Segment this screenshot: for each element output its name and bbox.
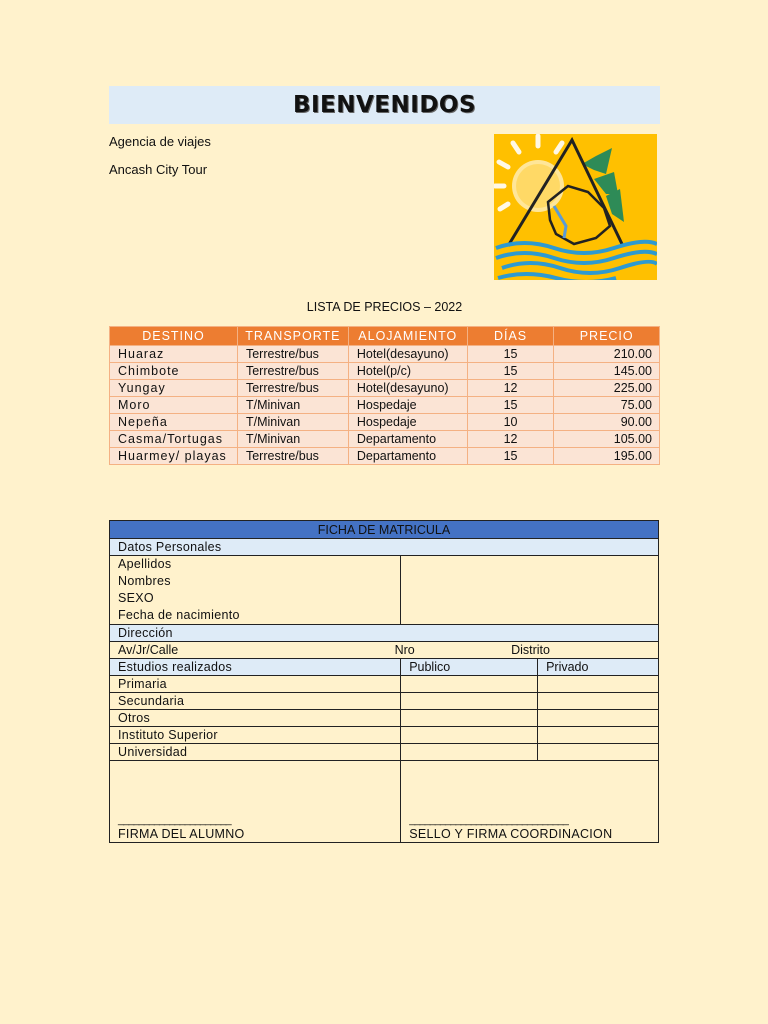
- table-row: [110, 346, 660, 363]
- cell-precio: 225.00: [554, 380, 660, 397]
- student-signature-line: ______________________: [118, 814, 231, 826]
- table-row: [110, 431, 660, 448]
- label-nro: Nro: [394, 643, 415, 657]
- instituto-publico-cell[interactable]: [401, 727, 538, 744]
- logo-mountain-sun-icon: [494, 134, 657, 280]
- col-header-publico: Publico: [401, 659, 538, 676]
- cell-dias: 15: [467, 448, 554, 465]
- primaria-publico-cell[interactable]: [401, 676, 538, 693]
- universidad-publico-cell[interactable]: [401, 744, 538, 761]
- cell-precio: 145.00: [554, 363, 660, 380]
- table-row: [110, 363, 660, 380]
- label-secundaria: Secundaria: [110, 693, 401, 710]
- label-otros: Otros: [110, 710, 401, 727]
- welcome-banner: [109, 86, 660, 124]
- cell-transporte: T/Minivan: [237, 414, 348, 431]
- form-title-row: [110, 521, 659, 539]
- table-row: [110, 380, 660, 397]
- personal-field-labels: [110, 556, 401, 625]
- label-distrito: Distrito: [511, 643, 550, 657]
- table-row: [110, 676, 659, 693]
- col-header-precio: PRECIO: [554, 327, 660, 346]
- universidad-privado-cell[interactable]: [538, 744, 659, 761]
- secundaria-publico-cell[interactable]: [401, 693, 538, 710]
- label-primaria: Primaria: [110, 676, 401, 693]
- otros-publico-cell[interactable]: [401, 710, 538, 727]
- agency-logo: [494, 134, 657, 280]
- personal-fields-row: [110, 556, 659, 625]
- col-header-alojamiento: ALOJAMIENTO: [348, 327, 467, 346]
- cell-transporte: T/Minivan: [237, 431, 348, 448]
- address-fields-row[interactable]: [110, 642, 659, 659]
- coordination-signature-label: SELLO Y FIRMA COORDINACION: [409, 827, 613, 841]
- cell-destino: Yungay: [110, 380, 238, 397]
- label-calle: Av/Jr/Calle: [118, 643, 179, 657]
- secundaria-privado-cell[interactable]: [538, 693, 659, 710]
- cell-alojamiento: Hotel(desayuno): [348, 346, 467, 363]
- table-row: [110, 414, 660, 431]
- address-section-row: [110, 625, 659, 642]
- cell-dias: 12: [467, 380, 554, 397]
- col-header-privado: Privado: [538, 659, 659, 676]
- personal-section-row: [110, 539, 659, 556]
- enrollment-form: [109, 520, 659, 843]
- cell-alojamiento: Hospedaje: [348, 414, 467, 431]
- table-row: [110, 727, 659, 744]
- agency-name: Ancash City Tour: [109, 162, 208, 177]
- table-row: [110, 710, 659, 727]
- cell-dias: 15: [467, 346, 554, 363]
- otros-privado-cell[interactable]: [538, 710, 659, 727]
- table-row: [110, 448, 660, 465]
- cell-destino: Huarmey/ playas: [110, 448, 238, 465]
- table-row: [110, 693, 659, 710]
- cell-precio: 195.00: [554, 448, 660, 465]
- label-universidad: Universidad: [110, 744, 401, 761]
- studies-header-row: [110, 659, 659, 676]
- cell-transporte: T/Minivan: [237, 397, 348, 414]
- price-table: [109, 326, 660, 465]
- student-signature-label: FIRMA DEL ALUMNO: [118, 827, 245, 841]
- cell-dias: 15: [467, 397, 554, 414]
- col-header-dias: DÍAS: [467, 327, 554, 346]
- cell-alojamiento: Hotel(desayuno): [348, 380, 467, 397]
- cell-transporte: Terrestre/bus: [237, 346, 348, 363]
- cell-alojamiento: Departamento: [348, 431, 467, 448]
- coordination-signature-line: _______________________________: [409, 814, 568, 826]
- cell-destino: Moro: [110, 397, 238, 414]
- cell-dias: 10: [467, 414, 554, 431]
- address-field[interactable]: [110, 642, 659, 659]
- label-sexo: SEXO: [118, 591, 154, 605]
- cell-precio: 90.00: [554, 414, 660, 431]
- signature-row: [110, 761, 659, 843]
- student-signature-box[interactable]: [110, 761, 401, 843]
- primaria-privado-cell[interactable]: [538, 676, 659, 693]
- label-instituto-superior: Instituto Superior: [110, 727, 401, 744]
- cell-dias: 12: [467, 431, 554, 448]
- page-title: BIENVENIDOS: [292, 92, 477, 118]
- address-section-header: Dirección: [110, 625, 659, 642]
- studies-section-header: Estudios realizados: [110, 659, 401, 676]
- col-header-destino: DESTINO: [110, 327, 238, 346]
- cell-transporte: Terrestre/bus: [237, 363, 348, 380]
- cell-destino: Chimbote: [110, 363, 238, 380]
- col-header-transporte: TRANSPORTE: [237, 327, 348, 346]
- label-fecha-nacimiento: Fecha de nacimiento: [118, 608, 240, 622]
- label-nombres: Nombres: [118, 574, 171, 588]
- table-row: [110, 744, 659, 761]
- cell-precio: 210.00: [554, 346, 660, 363]
- price-list-title: LISTA DE PRECIOS – 2022: [306, 300, 463, 314]
- label-apellidos: Apellidos: [118, 557, 172, 571]
- cell-alojamiento: Hospedaje: [348, 397, 467, 414]
- cell-transporte: Terrestre/bus: [237, 380, 348, 397]
- personal-data-input[interactable]: [401, 556, 659, 625]
- instituto-privado-cell[interactable]: [538, 727, 659, 744]
- personal-section-header: Datos Personales: [110, 539, 659, 556]
- cell-alojamiento: Departamento: [348, 448, 467, 465]
- cell-destino: Nepeña: [110, 414, 238, 431]
- cell-precio: 75.00: [554, 397, 660, 414]
- cell-transporte: Terrestre/bus: [237, 448, 348, 465]
- table-row: [110, 397, 660, 414]
- agency-type: Agencia de viajes: [109, 134, 211, 149]
- coordination-signature-box[interactable]: [401, 761, 659, 843]
- cell-dias: 15: [467, 363, 554, 380]
- price-table-header: [110, 327, 660, 346]
- cell-destino: Casma/Tortugas: [110, 431, 238, 448]
- cell-precio: 105.00: [554, 431, 660, 448]
- cell-destino: Huaraz: [110, 346, 238, 363]
- cell-alojamiento: Hotel(p/c): [348, 363, 467, 380]
- form-title: FICHA DE MATRICULA: [110, 521, 659, 539]
